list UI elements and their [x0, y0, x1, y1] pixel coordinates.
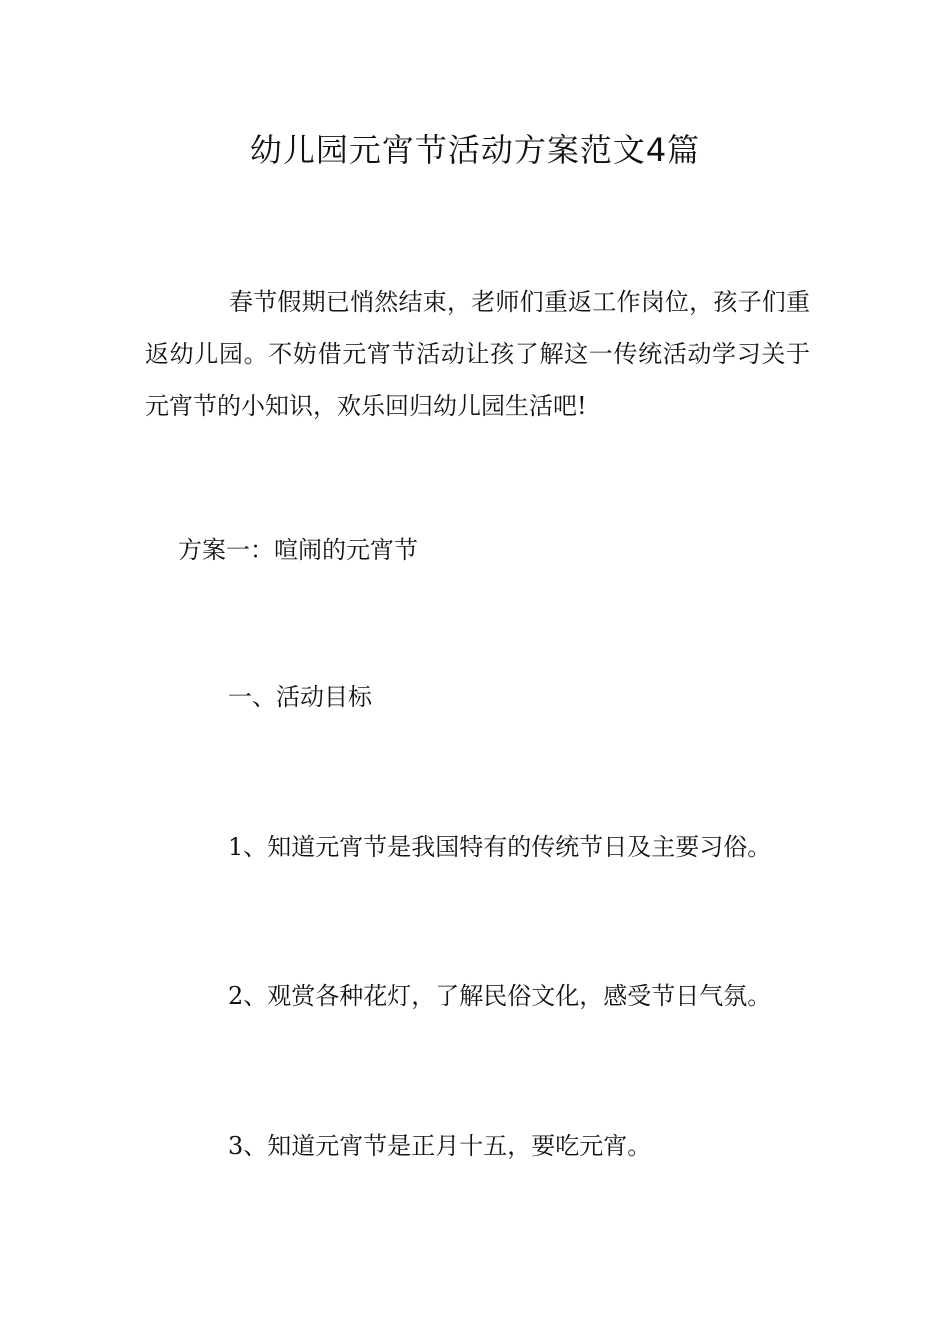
- goal-item: 1、知道元宵节是我国特有的传统节日及主要习俗。: [228, 833, 772, 861]
- section-heading: 一、活动目标: [228, 683, 372, 711]
- goal-item: 2、观赏各种花灯，了解民俗文化，感受节日气氛。: [228, 982, 772, 1010]
- intro-paragraph: 春节假期已悄然结束，老师们重返工作岗位，孩子们重返幼儿园。不妨借元宵节活动让孩了解这一传统活动学习关于元宵节的小知识，欢乐回归幼儿园生活吧!: [145, 288, 810, 420]
- document-title: 幼儿园元宵节活动方案范文4篇: [249, 131, 701, 169]
- goal-item: 3、知道元宵节是正月十五，要吃元宵。: [228, 1132, 652, 1160]
- plan-heading: 方案一：喧闹的元宵节: [178, 536, 418, 564]
